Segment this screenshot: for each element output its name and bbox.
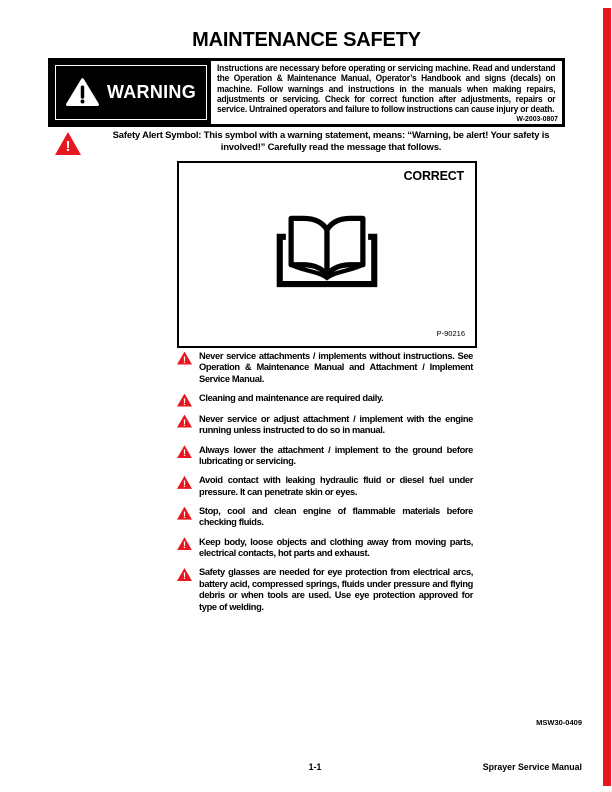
safety-item	[177, 393, 473, 406]
open-book-icon	[269, 207, 385, 296]
safety-item-text: Keep body, loose objects and clothing away from moving parts, electrical contacts, hot parts and exhaust.	[199, 536, 473, 559]
alert-triangle-icon	[177, 568, 192, 581]
page-title: MAINTENANCE SAFETY	[192, 29, 421, 51]
warning-label-panel	[51, 61, 211, 124]
alert-triangle-icon	[177, 507, 192, 520]
page-number: 1-1	[308, 762, 322, 772]
alert-triangle-icon	[177, 445, 192, 458]
safety-item-text: Always lower the attachment / implement to the ground before lubricating or servicing.	[199, 444, 473, 467]
safety-item-text: Never service attachments / implements without instructions. See Operation & Maintenance Manual and Attachment / Implement Service Manual.	[199, 351, 473, 384]
alert-triangle-icon	[177, 476, 192, 489]
safety-item	[177, 475, 473, 498]
document-code: MSW30-0409	[536, 718, 582, 727]
alert-triangle-icon	[177, 415, 192, 428]
figure-photo-code: P-90216	[436, 329, 465, 338]
warning-text: Instructions are necessary before operating or servicing machine. Read and understand the Operation & Maintenance Manual, Operator’s Handbook and signs (decals) on machine. Follow warnings and instructions in the manuals when making repairs, adjustments or servicing. Check for correct function after adjustments, repairs or service. Untrained operators and failure to follow instructions can cause injury or death.	[217, 62, 556, 115]
section-edge-tab	[603, 8, 611, 786]
safety-alert-text: Safety Alert Symbol: This symbol with a warning statement, means: “Warning, be alert! Your safety is involved!” Carefully read the message that follows.	[112, 130, 550, 153]
figure-label: CORRECT	[403, 169, 464, 183]
safety-item-text: Safety glasses are needed for eye protection from electrical arcs, battery acid, compressed springs, fluids under pressure and flying debris or when tools are used. Use eye protection approved for type of welding.	[199, 567, 473, 612]
warning-label: WARNING	[106, 82, 197, 102]
warning-text-panel	[211, 61, 562, 124]
safety-item-text: Cleaning and maintenance are required daily.	[199, 393, 384, 404]
safety-item-text: Avoid contact with leaking hydraulic fluid or diesel fuel under pressure. It can penetrate skin or eyes.	[199, 475, 473, 497]
safety-item	[177, 567, 473, 612]
alert-triangle-icon	[177, 394, 192, 407]
warning-triangle-icon	[66, 78, 99, 107]
manual-name: Sprayer Service Manual	[482, 762, 582, 772]
alert-triangle-icon	[177, 537, 192, 550]
safety-item	[177, 351, 473, 385]
safety-item	[177, 414, 473, 437]
alert-triangle-icon	[55, 132, 81, 155]
alert-triangle-icon	[177, 352, 192, 365]
safety-item-text: Stop, cool and clean engine of flammable materials before checking fluids.	[199, 506, 473, 528]
warning-banner	[48, 58, 565, 127]
safety-items-list	[177, 351, 473, 613]
safety-item	[177, 537, 473, 560]
safety-item	[177, 506, 473, 529]
page-footer	[48, 762, 582, 776]
correct-figure-box	[177, 161, 477, 348]
warning-statement-code: W-2003-0807	[516, 115, 558, 123]
safety-item-text: Never service or adjust attachment / implement with the engine running unless instructed to do so in manual.	[199, 414, 473, 436]
safety-alert-note	[55, 130, 565, 153]
safety-item	[177, 445, 473, 468]
warning-label-frame	[55, 65, 207, 120]
